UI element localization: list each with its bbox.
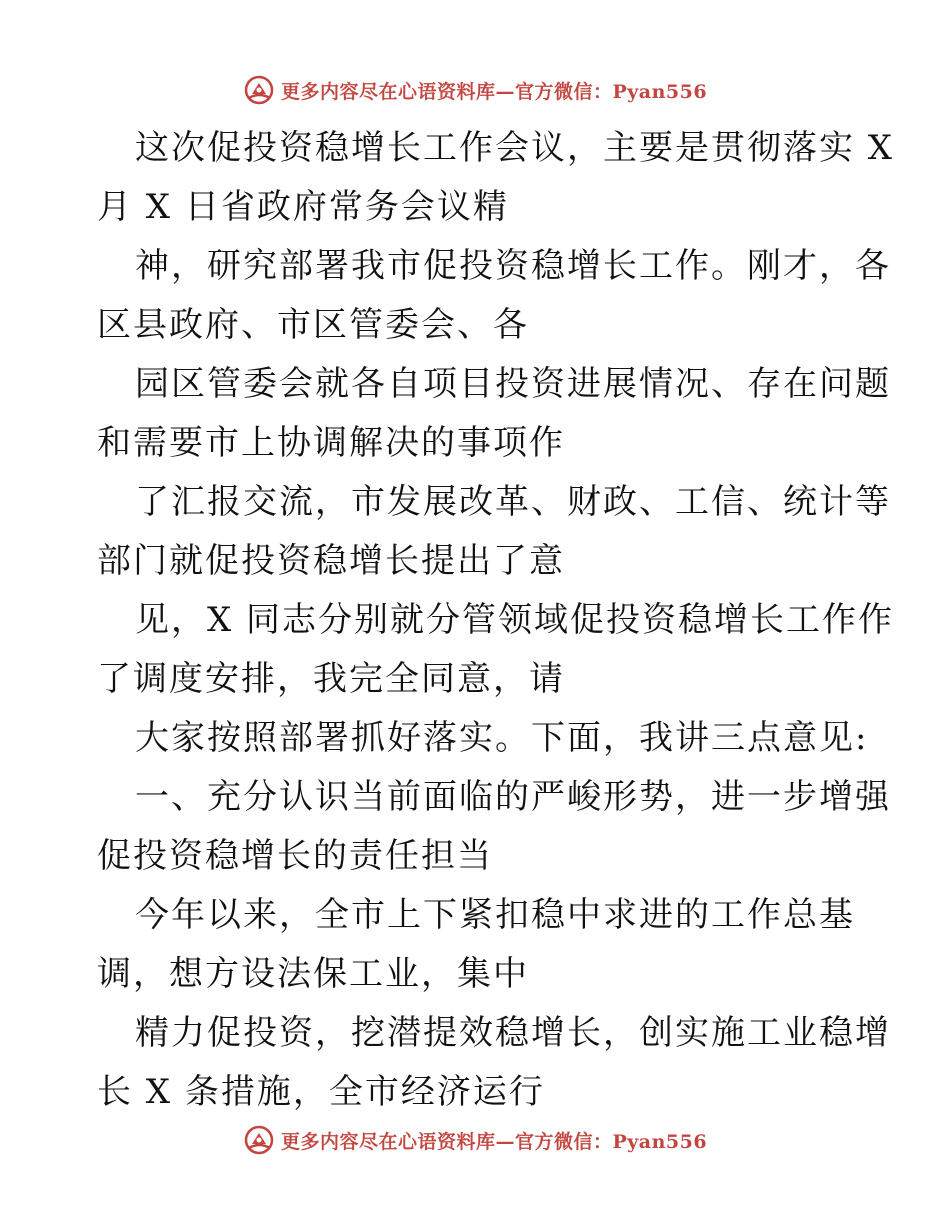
text-line: 园区管委会就各自项目投资进展情况、存在问题: [135, 364, 891, 404]
text-line: 部门就促投资稳增长提出了意: [97, 541, 565, 581]
section-heading: 一、充分认识当前面临的严峻形势，进一步增强: [135, 777, 891, 817]
watermark-text: 更多内容尽在心语资料库—官方微信：Pyan556: [280, 80, 708, 103]
text-line: 神，研究部署我市促投资稳增长工作。刚才，各: [135, 246, 891, 286]
text-line: 今年以来，全市上下紧扣稳中求进的工作总基: [135, 895, 855, 935]
text-line: 月 X 日省政府常务会议精: [97, 187, 509, 227]
header-watermark: [0, 70, 950, 110]
watermark-text: 更多内容尽在心语资料库—官方微信：Pyan556: [280, 1130, 708, 1153]
text-line: 见，X 同志分别就分管领域促投资稳增长工作作: [135, 600, 895, 640]
text-line: 和需要市上协调解决的事项作: [97, 423, 565, 463]
text-line: 调，想方设法保工业，集中: [97, 954, 529, 994]
text-line: 区县政府、市区管委会、各: [97, 305, 529, 345]
book-logo-icon: [243, 1124, 275, 1156]
section-heading: 促投资稳增长的责任担当: [97, 836, 493, 876]
footer-watermark: [0, 1120, 950, 1160]
text-line: 这次促投资稳增长工作会议，主要是贯彻落实 X: [135, 128, 895, 168]
text-line: 了调度安排，我完全同意，请: [97, 659, 565, 699]
text-line: 精力促投资，挖潜提效稳增长，创实施工业稳增: [135, 1013, 891, 1053]
text-line: 长 X 条措施，全市经济运行: [97, 1072, 545, 1112]
text-line: 了汇报交流，市发展改革、财政、工信、统计等: [135, 482, 891, 522]
text-line: 大家按照部署抓好落实。下面，我讲三点意见:: [135, 718, 869, 758]
book-logo-icon: [243, 74, 275, 106]
